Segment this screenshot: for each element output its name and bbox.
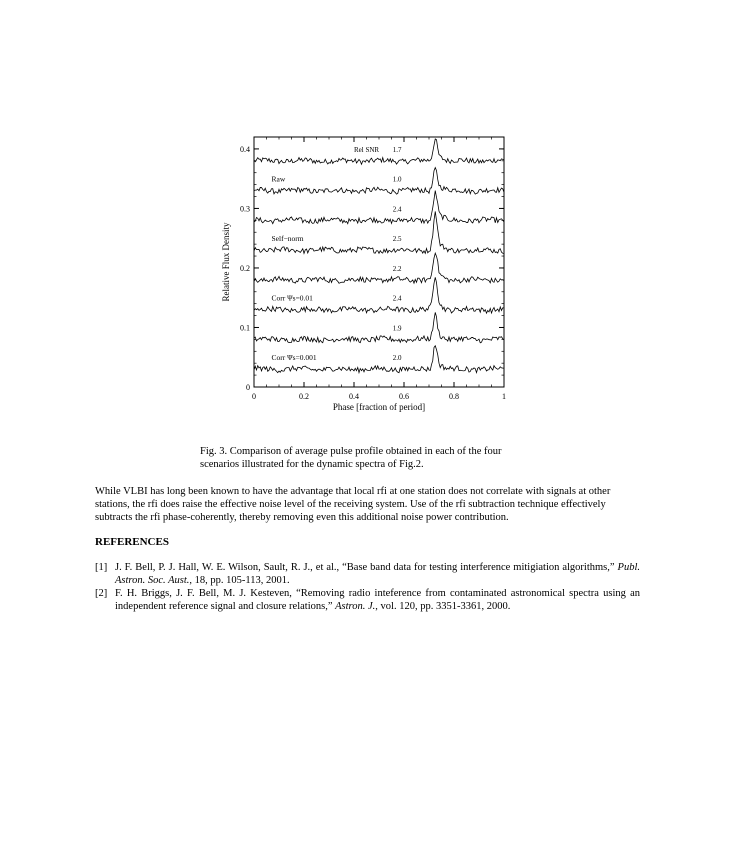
y-tick-label: 0.4 [240, 144, 250, 154]
scenario-label: Raw [271, 174, 286, 184]
x-tick-label: 0.4 [349, 392, 359, 401]
snr-value: 1.0 [392, 175, 402, 184]
x-tick-label: 0 [252, 392, 256, 401]
y-tick-label: 0.2 [240, 263, 250, 273]
snr-value: 2.2 [392, 264, 402, 273]
x-tick-label: 0.2 [299, 392, 309, 401]
reference-authors-title: F. H. Briggs, J. F. Bell, M. J. Kesteven, “Removing radio inteference from contaminated astronomical spectra using an independent reference signal and closure relations,” [115, 588, 640, 612]
x-axis-label: Phase [fraction of period] [332, 402, 426, 412]
x-tick-label: 0.6 [399, 392, 409, 401]
reference-journal: Astron. J. [335, 601, 376, 612]
snr-value: 2.0 [392, 354, 402, 363]
pulse-profile-trace [254, 253, 504, 283]
rel-snr-header: Rel SNR [354, 145, 380, 154]
pulse-profile-trace [254, 191, 504, 224]
y-axis-label: Relative Flux Density [221, 222, 231, 302]
snr-value: 1.7 [392, 145, 402, 154]
reference-number: [1] [95, 562, 108, 573]
reference-item [95, 561, 640, 587]
x-tick-label: 0.8 [449, 392, 459, 401]
pulse-profile-trace [254, 312, 504, 342]
y-tick-label: 0.1 [240, 323, 250, 333]
scenario-label: Corr Ψs=0.01 [271, 293, 313, 303]
snr-value: 2.4 [392, 294, 402, 303]
reference-details: , 18, pp. 105-113, 2001. [189, 575, 290, 586]
references-list [95, 561, 640, 613]
reference-authors-title: J. F. Bell, P. J. Hall, W. E. Wilson, Sault, R. J., et al., “Base band data for testing interference mitigiation algorithms,” [115, 562, 618, 573]
scenario-label: Self−norm [271, 234, 304, 244]
x-tick-label: 1 [502, 392, 506, 401]
pulse-profile-figure [220, 128, 520, 420]
y-tick-label: 0.3 [240, 204, 250, 214]
pulse-profile-trace [254, 168, 504, 194]
snr-value: 2.4 [392, 205, 402, 214]
y-tick-label: 0 [246, 383, 250, 392]
snr-value: 1.9 [392, 324, 402, 333]
reference-journal: Publ. Astron. Soc. Aust. [115, 562, 640, 586]
references-heading: REFERENCES [95, 536, 169, 548]
reference-item [95, 587, 640, 613]
reference-details: , vol. 120, pp. 3351-3361, 2000. [375, 601, 511, 612]
snr-value: 2.5 [392, 235, 402, 244]
figure-caption: Fig. 3. Comparison of average pulse profile obtained in each of the four scenarios illustrated for the dynamic spectra of Fig.2. [200, 446, 502, 470]
body-paragraph: While VLBI has long been known to have the advantage that local rfi at one station does not correlate with signals at other stations, the rfi does raise the effective noise level of the receiving system. Use of the rfi subtraction technique effectively subtracts the rfi phase-coherently, thereby removing even this additional noise power contribution. [95, 486, 611, 523]
pulse-profile-chart [220, 128, 520, 420]
scenario-label: Corr Ψs=0.001 [271, 353, 317, 363]
reference-number: [2] [95, 588, 108, 599]
plot-frame [254, 137, 504, 387]
